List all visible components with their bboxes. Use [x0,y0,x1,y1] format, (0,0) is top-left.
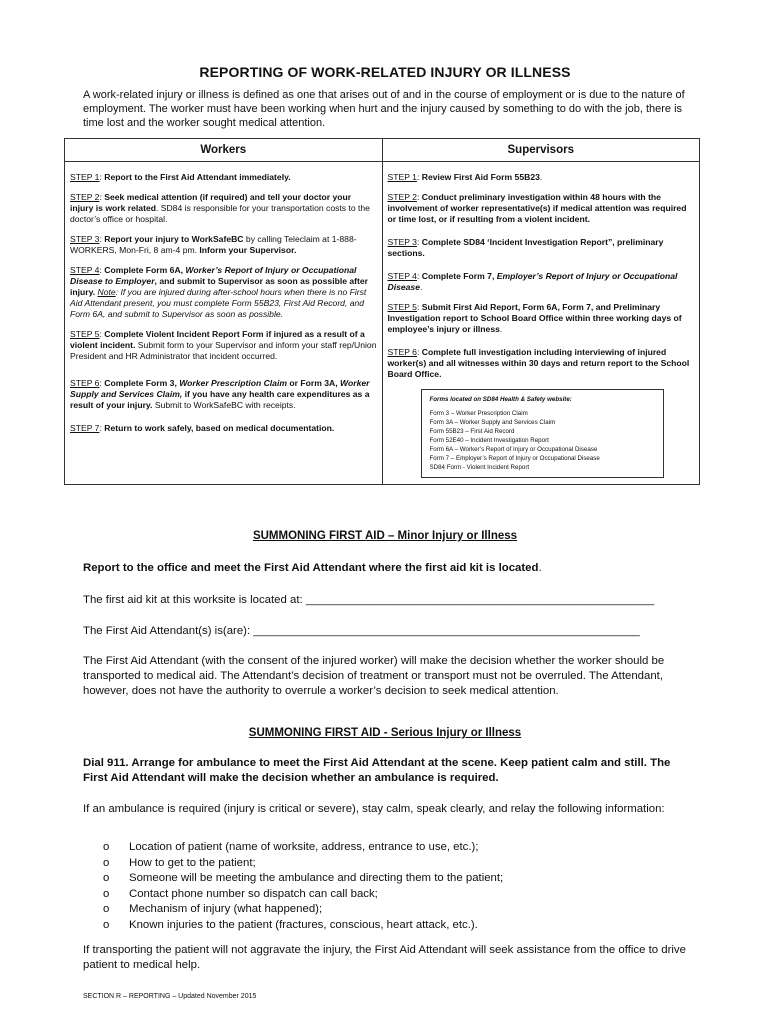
worker-step-2: STEP 2: Seek medical attention (if required) and tell your doctor your injury is work related. SD84 is responsible for your transportation costs to the doctor’s office or hospital. [70,192,370,224]
list-item: o How to get to the patient; [83,856,683,872]
forms-list-item: Form 3A – Worker Supply and Services Claim [429,419,556,426]
list-item: o Someone will be meeting the ambulance and directing them to the patient; [83,871,683,887]
workers-header: Workers [65,139,383,162]
forms-list-item: Form 3 – Worker Prescription Claim [429,410,528,417]
supervisor-step-6: STEP 6: Complete full investigation including interviewing of injured worker(s) and all witnesses within 30 days and return report to the School Board Office. [387,347,690,379]
forms-list-item: Form 7 – Employer’s Report of Injury or Occupational Disease [429,455,600,462]
attendant-decision-paragraph: The First Aid Attendant (with the consent of the injured worker) will make the decision whether the worker should be transported to medical aid. The Attendant’s decision of treatment or transport must not be overruled. The Attendant, however, does not have the authority to overrule a worker’s decision to seek medical attention. [83,655,665,697]
forms-list-item: Form 55B23 – First Aid Record [429,428,515,435]
first-aid-kit-location: The first aid kit at this worksite is located at: _______________________________________________________ [83,594,655,606]
serious-injury-heading: SUMMONING FIRST AID - Serious Injury or Illness [248,727,522,739]
worker-step-1: STEP 1: Report to the First Aid Attendant immediately. [70,172,291,182]
page-title: REPORTING OF WORK-RELATED INJURY OR ILLNESS [199,64,571,80]
relay-info-list [83,840,683,933]
steps-table [64,138,700,485]
worker-step-5: STEP 5: Complete Violent Incident Report Form if injured as a result of a violent incident. Submit form to your Supervisor and inform your staff rep/Union President and HR Administrator that incident occurred. [70,329,377,361]
forms-list-box [421,389,664,478]
workers-column [65,162,383,485]
supervisor-step-4: STEP 4: Complete Form 7, Employer’s Report of Injury or Occupational Disease. [387,271,678,292]
forms-list-item: Form 6A – Worker’s Report of Injury or Occupational Disease [429,446,598,453]
bullet-icon: o [103,887,110,900]
worker-step-7: STEP 7: Return to work safely, based on medical documentation. [70,423,335,433]
list-item: o Contact phone number so dispatch can call back; [83,887,683,903]
list-item: o Known injuries to the patient (fractures, conscious, heart attack, etc.). [83,918,683,934]
supervisor-step-3: STEP 3: Complete SD84 ‘Incident Investigation Report”, preliminary sections. [387,237,664,258]
forms-list-item: Form 52E40 – Incident Investigation Report [429,437,549,444]
supervisors-header: Supervisors [382,139,700,162]
intro-paragraph: A work-related injury or illness is defined as one that arises out of and in the course of employment or is due to the nature of employment. The worker must have been working when hurt and the injury caused by something to do with the job, there is time lost and the worker sought medical attention. [83,89,685,129]
worker-step-3: STEP 3: Report your injury to WorkSafeBC by calling Teleclaim at 1-888-WORKERS, Mon-Fri, 8 am-4 pm. Inform your Supervisor. [70,234,357,255]
bullet-icon: o [103,872,110,884]
transport-paragraph: If transporting the patient will not aggravate the injury, the First Aid Attendant will seek assistance from the office to drive patient to medical help. [83,944,686,971]
supervisor-step-2: STEP 2: Conduct preliminary investigation within 48 hours with the involvement of worker representative(s) if medical attention was required or time lost, or if resulting from a violent incident. [387,192,687,224]
minor-injury-heading: SUMMONING FIRST AID – Minor Injury or Illness [252,530,518,542]
minor-instruction: Report to the office and meet the First Aid Attendant where the first aid kit is located. [83,562,542,574]
forms-list-heading: Forms located on SD84 Health & Safety website: [429,396,572,403]
supervisor-step-1: STEP 1: Review First Aid Form 55B23. [387,172,543,182]
list-item: o Location of patient (name of worksite, address, entrance to use, etc.); [83,840,683,856]
dial-911-instruction: Dial 911. Arrange for ambulance to meet the First Aid Attendant at the scene. Keep patient calm and still. The First Aid Attendant will make the decision whether an ambulance is required. [83,757,671,784]
first-aid-attendants: The First Aid Attendant(s) is(are): _____________________________________________________________ [83,625,640,637]
worker-step-6: STEP 6: Complete Form 3, Worker Prescription Claim or Form 3A, Worker Supply and Services Claim, if you have any health care expenditures as a result of your injury. Submit to WorkSafeBC with receipts. [70,378,370,410]
bullet-icon: o [103,856,110,869]
bullet-icon: o [103,918,110,931]
bullet-icon: o [103,841,110,853]
bullet-icon: o [103,903,110,915]
supervisor-step-5: STEP 5: Submit First Aid Report, Form 6A, Form 7, and Preliminary Investigation report to School Board Office within three working days of employee’s injury or illness. [387,302,682,334]
list-item: o Mechanism of injury (what happened); [83,902,683,918]
forms-list-item: SD84 Form - Violent Incident Report [429,464,530,471]
supervisors-column [382,162,700,485]
ambulance-relay-paragraph: If an ambulance is required (injury is critical or severe), stay calm, speak clearly, and relay the following information: [83,803,665,815]
worker-step-4: STEP 4: Complete Form 6A, Worker’s Report of Injury or Occupational Disease to Employer, and submit to Supervisor as soon as possible after injury. Note: If you are injured during after-school hours when there is no First Aid Attendant present, you must complete Form 55B23, First Aid Record, and Form 6A, and submit to Supervisor as soon as possible. [70,265,369,319]
page-footer: SECTION R – REPORTING – Updated November 2015 [83,993,257,1000]
